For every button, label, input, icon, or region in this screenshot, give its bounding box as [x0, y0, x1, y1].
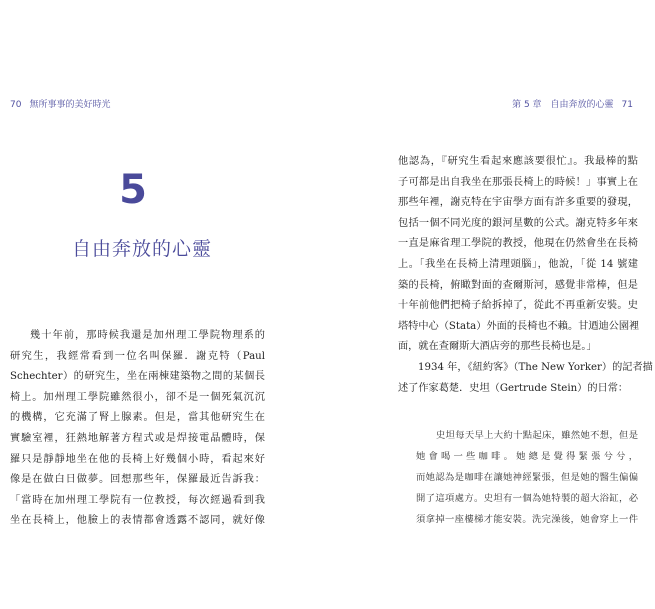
- body-line: 面，就在查爾斯大酒店旁的那些長椅也是。」: [398, 341, 597, 353]
- right-page-header: [512, 97, 633, 110]
- body-line: 研究生，我經常看到一位名叫保羅．謝克特（Paul: [10, 350, 265, 362]
- body-line: 像是在做白日做夢。回想那些年，保羅最近告訴我：: [10, 474, 265, 486]
- quote-line: 史坦每天早上大約十點起床，雖然她不想，但是: [436, 430, 638, 441]
- body-line: 椅上。加州理工學院雖然很小，卻不是一個死氣沉沉: [10, 391, 265, 403]
- quote-line: 她會喝一些咖啡。她總是覺得緊張兮兮，: [416, 451, 638, 462]
- quote-line: 須拿掉一座樓梯才能安裝。洗完澡後，她會穿上一件: [416, 514, 638, 525]
- body-line: 1934 年，《紐約客》（The New Yorker）的記者描: [418, 361, 653, 373]
- body-line: 一直是麻省理工學院的教授，他現在仍然會坐在長椅: [398, 238, 638, 250]
- body-line: 「當時在加州理工學院有一位教授，每次經過看到我: [10, 494, 265, 506]
- body-line: 實驗室裡，狂熱地解著方程式或是焊接電晶體時，保: [10, 432, 265, 444]
- quote-line: 開了這項處方。史坦有一個為她特製的超大浴缸，必: [416, 493, 638, 504]
- body-line: 他認為，『研究生看起來應該要很忙』。我最棒的點: [398, 156, 638, 167]
- body-line: 那些年裡，謝克特在宇宙學方面有許多重要的發現，: [398, 197, 638, 209]
- chapter-number: 5: [119, 167, 147, 213]
- body-line: 幾十年前，那時候我還是加州理工學院物理系的: [30, 330, 265, 341]
- chapter-title: 自由奔放的心靈: [72, 238, 213, 260]
- body-line: Schechter）的研究生，坐在兩棟建築物之間的某個長: [10, 371, 265, 383]
- quote-line: 而她認為是咖啡在讓她神經緊張，但是她的醫生偏偏: [416, 472, 638, 483]
- body-line: 築的長椅，俯瞰對面的查爾斯河，感覺非常棒，但是: [398, 279, 638, 291]
- body-line: 上。「我坐在長椅上清理頭腦」，他說，「從 14 號建: [398, 258, 638, 270]
- body-line: 坐在長椅上，他臉上的表情都會透露不認同，就好像: [10, 515, 265, 527]
- left-page-body: [10, 326, 265, 532]
- body-line: 子可都是出自我坐在那張長椅上的時候！」事實上在: [398, 176, 638, 188]
- body-line: 羅只是靜靜地坐在他的長椅上好幾個小時，看起來好: [10, 453, 265, 465]
- body-line: 十年前他們把椅子給拆掉了，從此不再重新安裝。史: [398, 300, 638, 312]
- body-line: 的機構，它充滿了腎上腺素。但是，當其他研究生在: [10, 412, 265, 424]
- left-page-header: [10, 97, 110, 110]
- body-line: 塔特中心（Stata）外面的長椅也不賴。甘迺迪公園裡: [398, 320, 640, 332]
- body-line: 述了作家葛楚．史坦（Gertrude Stein）的日常：: [398, 382, 629, 394]
- chapter-running-title: 第 5 章 自由奔放的心靈: [512, 100, 614, 110]
- body-line: 包括一個不同光度的銀河星數的公式。謝克特多年來: [398, 217, 638, 229]
- right-page-number: 71: [621, 100, 633, 110]
- left-page-number: 70: [10, 100, 22, 110]
- right-page-body: [398, 152, 653, 399]
- block-quote: [416, 425, 638, 530]
- book-title: 無所事事的美好時光: [29, 100, 111, 110]
